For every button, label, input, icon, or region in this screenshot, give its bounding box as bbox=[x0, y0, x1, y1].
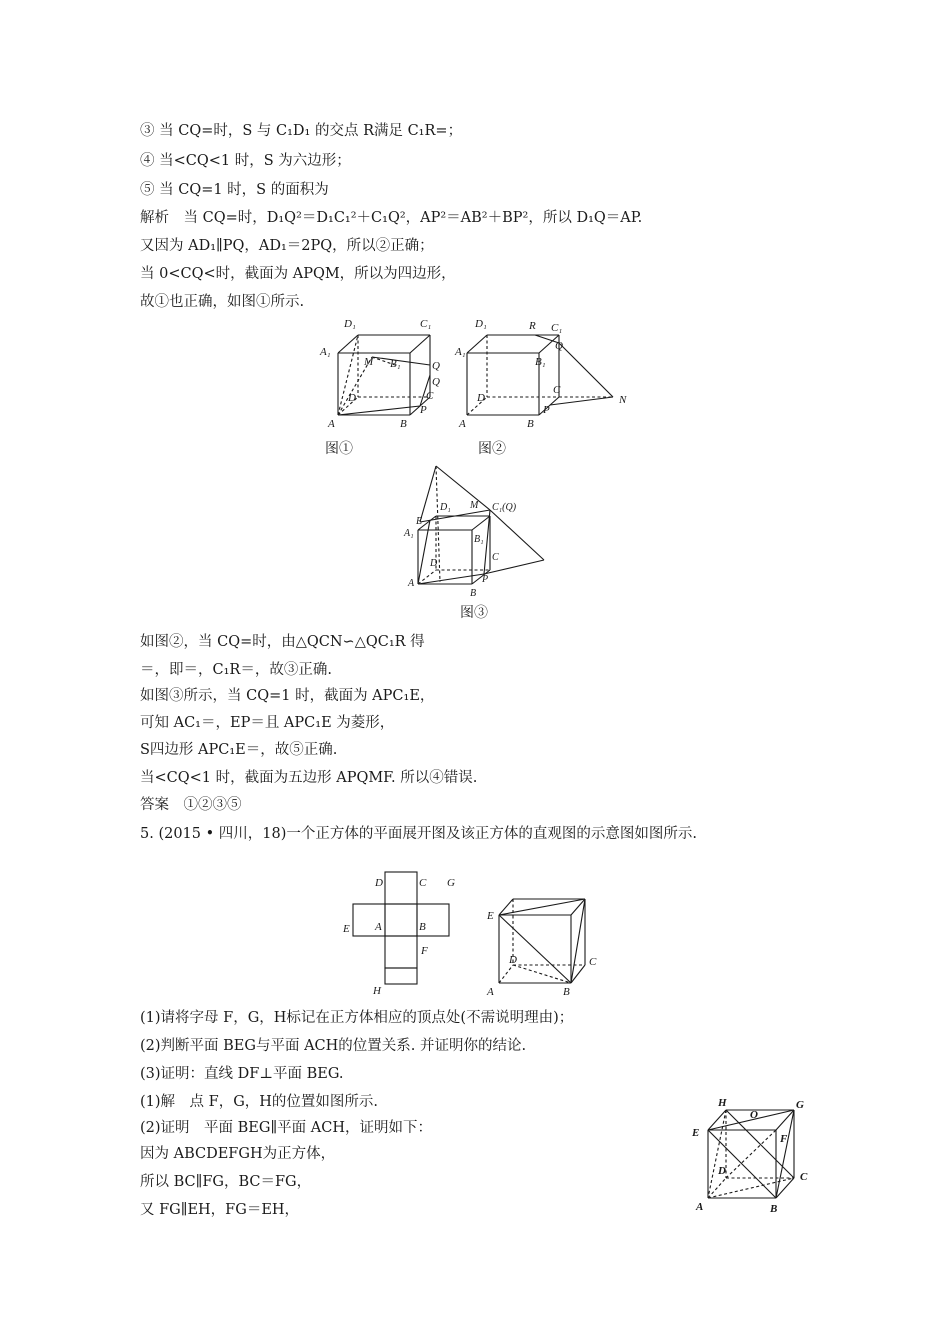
text-line-3: ⑤ 当 CQ=1 时，S 的面积为 bbox=[140, 182, 329, 198]
label-H: H bbox=[718, 1097, 727, 1109]
label-G: G bbox=[447, 877, 455, 889]
label-Q1: Q bbox=[432, 360, 440, 372]
text-line-16: (1)请将字母 F，G，H标记在正方体相应的顶点处(不需说明理由)； bbox=[140, 1010, 574, 1026]
text-line-4: 解析 当 CQ=时，D₁Q²＝D₁C₁²＋C₁Q²，AP²＝AB²＋BP²，所以 D₁Q＝AP. bbox=[140, 210, 643, 226]
label-D: D bbox=[375, 877, 383, 889]
text-line-10: 如图③所示，当 CQ=1 时，截面为 APC₁E， bbox=[140, 688, 435, 704]
label-C: C bbox=[800, 1171, 808, 1183]
label-A: A bbox=[487, 986, 494, 998]
text-line-22: 所以 BC∥FG，BC＝FG， bbox=[140, 1174, 312, 1190]
label-Q2: Q bbox=[432, 376, 440, 388]
caption-figure-3: 图③ bbox=[460, 605, 488, 621]
label-A1: A₁ bbox=[455, 346, 466, 358]
label-C: C bbox=[419, 877, 427, 889]
figure-3 bbox=[400, 462, 560, 597]
text-line-15: 5. (2015 • 四川，18)一个正方体的平面展开图及该正方体的直观图的示意图如图所示. bbox=[140, 826, 697, 842]
text-line-12: S四边形 APC₁E＝，故⑤正确. bbox=[140, 742, 338, 758]
label-B: B bbox=[419, 921, 426, 933]
label-E: E bbox=[487, 910, 494, 922]
label-D1: D₁ bbox=[440, 502, 451, 513]
label-A: A bbox=[328, 418, 335, 430]
text-line-18: (3)证明：直线 DF⊥平面 BEG. bbox=[140, 1066, 344, 1082]
text-line-5: 又因为 AD₁∥PQ，AD₁＝2PQ，所以②正确； bbox=[140, 238, 434, 254]
label-G: G bbox=[796, 1099, 804, 1111]
label-Q: Q bbox=[555, 340, 563, 352]
text-line-14: 答案 ①②③⑤ bbox=[140, 797, 242, 813]
text-line-8: 如图②，当 CQ=时，由△QCN∽△QC₁R 得 bbox=[140, 634, 425, 650]
label-A: A bbox=[459, 418, 466, 430]
label-H: H bbox=[373, 985, 381, 997]
text-line-9: ＝，即＝，C₁R＝，故③正确. bbox=[140, 662, 332, 678]
text-line-2: ④ 当<CQ<1 时，S 为六边形； bbox=[140, 153, 351, 169]
label-D: D bbox=[430, 558, 438, 569]
label-D1: D₁ bbox=[344, 318, 356, 330]
figure-1 bbox=[320, 315, 450, 433]
label-C: C bbox=[553, 384, 561, 396]
label-D: D bbox=[348, 392, 356, 404]
text-line-1: ③ 当 CQ=时，S 与 C₁D₁ 的交点 R满足 C₁R=； bbox=[140, 123, 463, 139]
label-P: P bbox=[482, 574, 489, 585]
figure-net bbox=[343, 868, 468, 998]
label-B1: B₁ bbox=[535, 356, 546, 368]
label-R: R bbox=[529, 320, 536, 332]
text-line-17: (2)判断平面 BEG与平面 ACH的位置关系. 并证明你的结论. bbox=[140, 1038, 527, 1054]
label-P: P bbox=[420, 404, 427, 416]
label-P: P bbox=[543, 404, 550, 416]
label-B: B bbox=[470, 588, 477, 599]
text-line-21: 因为 ABCDEFGH为正方体， bbox=[140, 1146, 336, 1162]
label-O: O bbox=[750, 1109, 758, 1121]
text-line-7: 故①也正确，如图①所示. bbox=[140, 294, 305, 310]
label-B: B bbox=[563, 986, 570, 998]
label-B: B bbox=[400, 418, 407, 430]
figure-cube-full bbox=[688, 1094, 818, 1214]
text-line-13: 当<CQ<1 时，截面为五边形 APQMF. 所以④错误. bbox=[140, 770, 478, 786]
label-D: D bbox=[509, 954, 517, 966]
text-line-20: (2)证明 平面 BEG∥平面 ACH，证明如下： bbox=[140, 1120, 432, 1136]
label-F: F bbox=[421, 945, 428, 957]
label-A: A bbox=[408, 578, 415, 589]
label-D: D bbox=[477, 392, 485, 404]
label-B1: B₁ bbox=[390, 358, 401, 370]
label-C: C bbox=[589, 956, 597, 968]
label-D1: D₁ bbox=[475, 318, 487, 330]
label-A1: A₁ bbox=[320, 346, 331, 358]
label-C: C bbox=[426, 390, 434, 402]
text-line-11: 可知 AC₁＝，EP＝且 APC₁E 为菱形， bbox=[140, 715, 395, 731]
label-B: B bbox=[527, 418, 534, 430]
label-C1Q: C₁(Q) bbox=[492, 502, 517, 513]
label-B: B bbox=[770, 1203, 778, 1215]
label-A: A bbox=[696, 1201, 704, 1213]
label-C1: C₁ bbox=[420, 318, 432, 330]
label-E: E bbox=[692, 1127, 700, 1139]
label-D: D bbox=[718, 1165, 726, 1177]
figure-cube bbox=[485, 893, 605, 1003]
label-N: N bbox=[619, 394, 627, 406]
text-line-19: (1)解 点 F，G，H的位置如图所示. bbox=[140, 1094, 379, 1110]
label-B1: B₁ bbox=[474, 534, 484, 545]
text-line-23: 又 FG∥EH，FG＝EH， bbox=[140, 1202, 300, 1218]
label-F: F bbox=[780, 1133, 788, 1145]
label-E: E bbox=[343, 923, 350, 935]
figure-2 bbox=[455, 315, 635, 433]
caption-figure-2: 图② bbox=[478, 441, 506, 457]
label-E: E bbox=[416, 516, 423, 527]
label-A: A bbox=[375, 921, 382, 933]
label-A1: A₁ bbox=[404, 528, 414, 539]
label-M: M bbox=[470, 500, 479, 511]
caption-figure-1: 图① bbox=[325, 441, 353, 457]
text-line-6: 当 0<CQ<时，截面为 APQM，所以为四边形， bbox=[140, 266, 456, 282]
label-C1: C₁ bbox=[551, 322, 563, 334]
label-M: M bbox=[364, 356, 374, 368]
label-C: C bbox=[492, 552, 499, 563]
